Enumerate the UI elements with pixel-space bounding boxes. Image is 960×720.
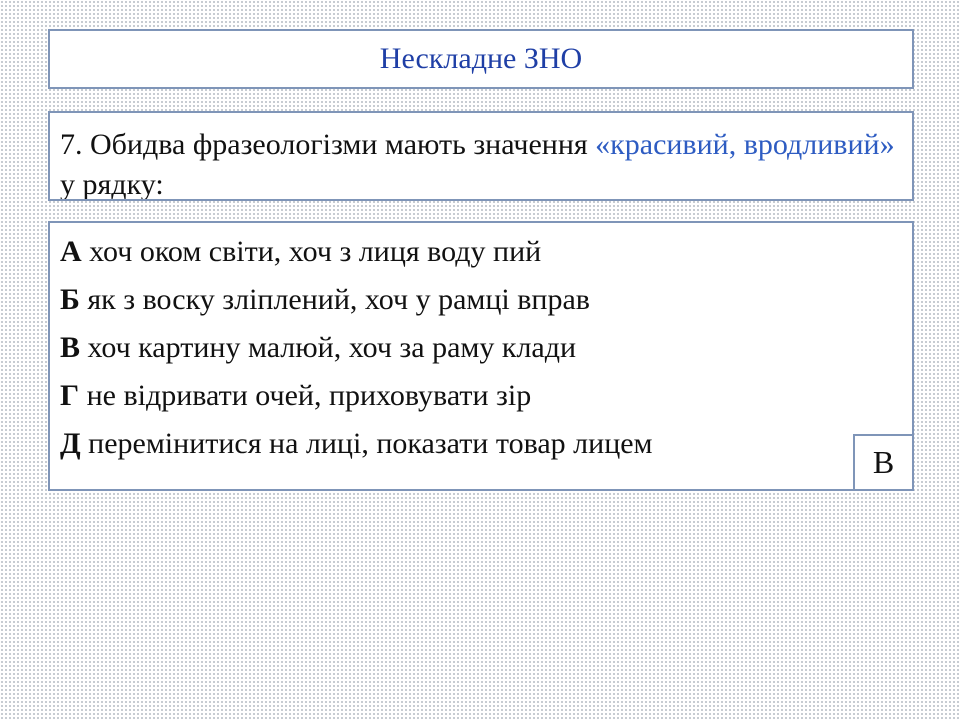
title-banner — [48, 29, 914, 89]
correct-answer-box: В — [853, 434, 914, 491]
option-d — [60, 421, 902, 469]
option-text: перемінитися на лиці, показати товар лицем — [80, 427, 653, 460]
question-highlight: «красивий, вродливий» — [595, 128, 895, 161]
option-letter: Г — [60, 379, 80, 412]
option-text: хоч оком світи, хоч з лиця воду пий — [81, 235, 542, 268]
option-text: не відривати очей, приховувати зір — [79, 379, 532, 412]
option-text: хоч картину малюй, хоч за раму клади — [80, 331, 577, 364]
question-suffix: у рядку: — [60, 168, 164, 201]
option-b — [60, 277, 902, 325]
option-a — [60, 229, 902, 277]
option-letter: А — [60, 235, 82, 268]
option-letter: Б — [60, 283, 80, 316]
option-text: як з воску зліплений, хоч у рамці вправ — [79, 283, 590, 316]
question-prefix: 7. Обидва фразеологізми мають значення — [60, 128, 596, 161]
question-box — [48, 111, 914, 201]
option-letter: В — [60, 331, 81, 364]
page-title: Нескладне ЗНО — [379, 42, 583, 75]
option-h — [60, 373, 902, 421]
option-v — [60, 325, 902, 373]
option-letter: Д — [60, 427, 81, 460]
answer-options-box — [48, 221, 914, 491]
